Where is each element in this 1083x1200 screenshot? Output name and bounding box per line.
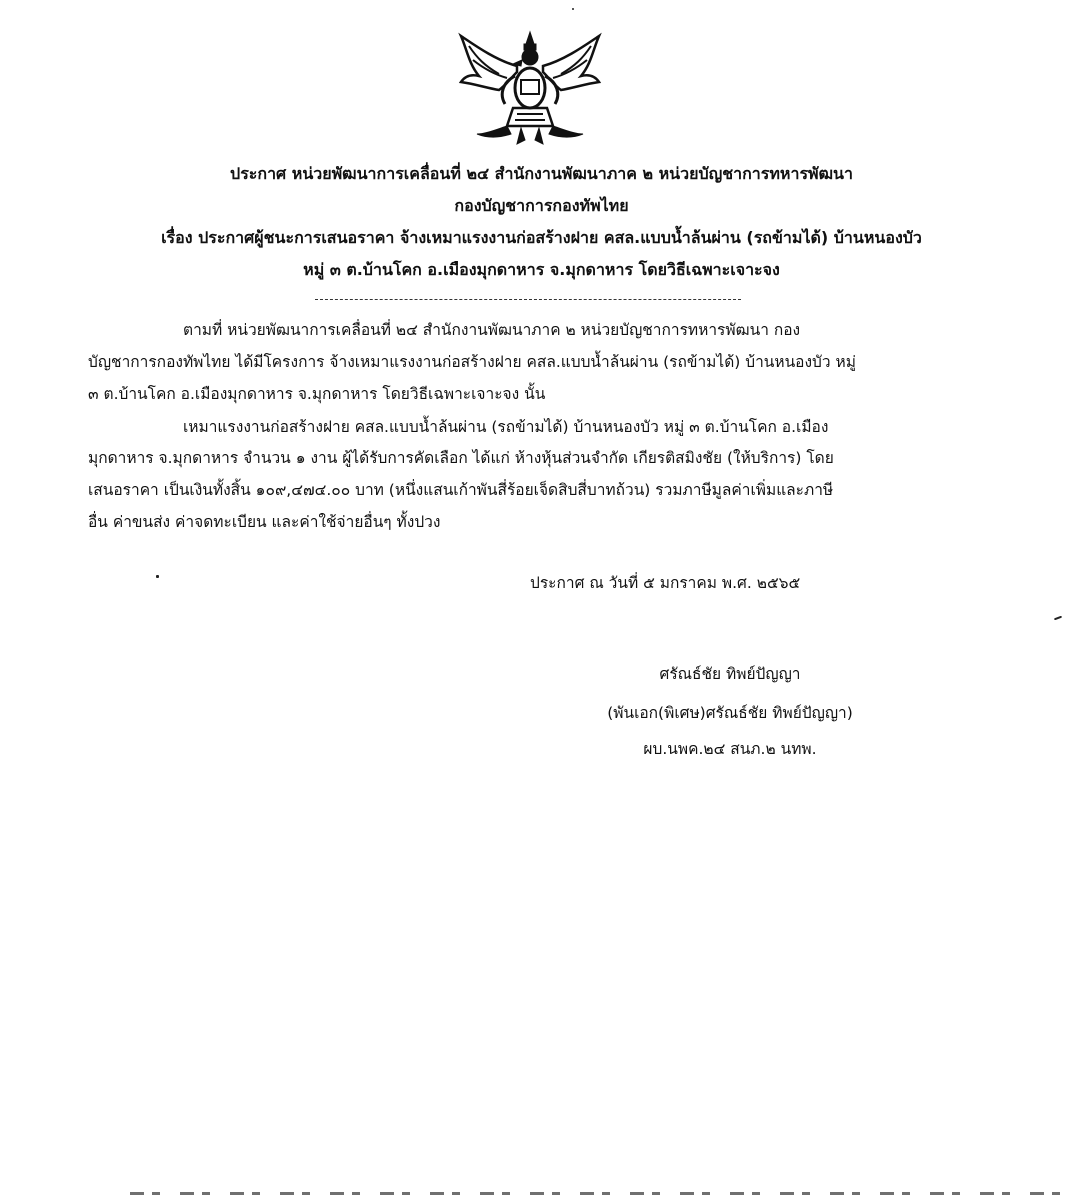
- paragraph-2-line-4: อื่น ค่าขนส่ง ค่าจดทะเบียน และค่าใช้จ่ายอื่นๆ ทั้งปวง: [88, 513, 441, 531]
- announcement-date: ประกาศ ณ วันที่ ๕ มกราคม พ.ศ. ๒๕๖๕: [530, 574, 801, 592]
- paragraph-2-line-1: เหมาแรงงานก่อสร้างฝาย คสล.แบบน้ำล้นผ่าน (รถข้ามได้) บ้านหนองบัว หมู่ ๓ ต.บ้านโคก อ.เมือง: [183, 418, 829, 436]
- paragraph-2-line-3: เสนอราคา เป็นเงินทั้งสิ้น ๑๐๙,๔๗๔.๐๐ บาท (หนึ่งแสนเก้าพันสี่ร้อยเจ็ดสิบสี่บาทถ้วน) รวมภาษีมูลค่าเพิ่มและภาษี: [88, 481, 834, 499]
- scan-speck: [156, 575, 159, 578]
- paragraph-1-line-1: ตามที่ หน่วยพัฒนาการเคลื่อนที่ ๒๔ สำนักงานพัฒนาภาค ๒ หน่วยบัญชาการทหารพัฒนา กอง: [183, 321, 801, 339]
- heading-divider: [315, 299, 741, 300]
- heading-line-1: ประกาศ หน่วยพัฒนาการเคลื่อนที่ ๒๔ สำนักงานพัฒนาภาค ๒ หน่วยบัญชาการทหารพัฒนา: [230, 164, 853, 183]
- paragraph-1-line-3: ๓ ต.บ้านโคก อ.เมืองมุกดาหาร จ.มุกดาหาร โดยวิธีเฉพาะเจาะจง นั้น: [88, 385, 546, 403]
- heading-subject-line-1: เรื่อง ประกาศผู้ชนะการเสนอราคา จ้างเหมาแรงงานก่อสร้างฝาย คสล.แบบน้ำล้นผ่าน (รถข้ามได้) บ้านหนองบัว: [161, 228, 922, 247]
- scan-speck: [572, 8, 574, 10]
- signature-full-title: (พันเอก(พิเศษ)ศรัณธ์ชัย ทิพย์ปัญญา): [607, 704, 853, 722]
- heading-line-2: กองบัญชาการกองทัพไทย: [454, 196, 629, 215]
- scan-speck: [1054, 616, 1062, 621]
- garuda-emblem-icon: [455, 30, 605, 148]
- signature-name: ศรัณธ์ชัย ทิพย์ปัญญา: [659, 665, 801, 683]
- heading-subject-line-2: หมู่ ๓ ต.บ้านโคก อ.เมืองมุกดาหาร จ.มุกดาหาร โดยวิธีเฉพาะเจาะจง: [303, 260, 780, 279]
- scan-edge-noise: [130, 1192, 1080, 1195]
- paragraph-1-line-2: บัญชาการกองทัพไทย ได้มีโครงการ จ้างเหมาแรงงานก่อสร้างฝาย คสล.แบบน้ำล้นผ่าน (รถข้ามได้) บ้านหนองบัว หมู่: [88, 353, 856, 371]
- signature-position: ผบ.นพค.๒๔ สนภ.๒ นทพ.: [643, 740, 817, 758]
- paragraph-2-line-2: มุกดาหาร จ.มุกดาหาร จำนวน ๑ งาน ผู้ได้รับการคัดเลือก ได้แก่ ห้างหุ้นส่วนจำกัด เกียรติสมิงชัย (ให้บริการ) โดย: [88, 449, 834, 467]
